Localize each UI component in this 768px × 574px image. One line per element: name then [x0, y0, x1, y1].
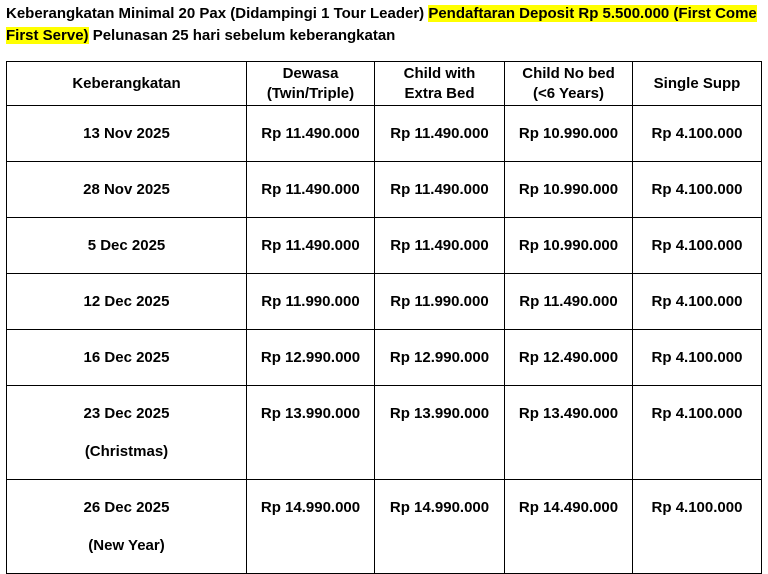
- header-line: (Twin/Triple): [266, 84, 355, 102]
- child-extra-bed-price: Rp 14.990.000: [375, 480, 505, 574]
- adult-price: Rp 13.990.000: [247, 386, 375, 480]
- price-table-body: [7, 106, 762, 574]
- header-line: Single Supp: [653, 74, 741, 92]
- departure-date: 5 Dec 2025: [87, 237, 166, 254]
- adult-price: Rp 12.990.000: [247, 330, 375, 386]
- table-row: [7, 386, 762, 480]
- departure-date-cell: [7, 218, 247, 274]
- child-no-bed-price: Rp 10.990.000: [505, 106, 633, 162]
- departure-note: (New Year): [88, 537, 165, 554]
- child-extra-bed-price: Rp 11.990.000: [375, 274, 505, 330]
- intro-paragraph: [6, 3, 762, 47]
- single-supp-price: Rp 4.100.000: [633, 274, 762, 330]
- deposit-highlight: Pendaftaran Deposit Rp 5.500.000 (First Come First Serve): [6, 5, 757, 44]
- departure-date-cell: [7, 386, 247, 480]
- departure-date: 23 Dec 2025: [83, 405, 170, 422]
- child-extra-bed-price: Rp 13.990.000: [375, 386, 505, 480]
- adult-price: Rp 11.490.000: [247, 218, 375, 274]
- single-supp-price: Rp 4.100.000: [633, 218, 762, 274]
- child-no-bed-price: Rp 10.990.000: [505, 162, 633, 218]
- departure-date: 12 Dec 2025: [83, 293, 170, 310]
- intro-text-start: Keberangkatan Minimal 20 Pax (Didampingi 1 Tour Leader): [6, 5, 429, 22]
- departure-date-cell: [7, 162, 247, 218]
- header-line: Child with: [403, 64, 476, 82]
- single-supp-price: Rp 4.100.000: [633, 162, 762, 218]
- adult-price: Rp 14.990.000: [247, 480, 375, 574]
- single-supp-price: Rp 4.100.000: [633, 106, 762, 162]
- child-no-bed-price: Rp 10.990.000: [505, 218, 633, 274]
- single-supp-price: Rp 4.100.000: [633, 480, 762, 574]
- adult-price: Rp 11.490.000: [247, 106, 375, 162]
- child-no-bed-price: Rp 13.490.000: [505, 386, 633, 480]
- price-table: [6, 61, 762, 574]
- single-supp-price: Rp 4.100.000: [633, 386, 762, 480]
- table-row: [7, 480, 762, 574]
- departure-date-cell: [7, 480, 247, 574]
- header-child-extra-bed: [375, 62, 505, 106]
- header-line: Keberangkatan: [72, 74, 181, 92]
- departure-date-cell: [7, 330, 247, 386]
- child-extra-bed-price: Rp 11.490.000: [375, 106, 505, 162]
- header-single-supp: [633, 62, 762, 106]
- header-adult: [247, 62, 375, 106]
- departure-date: 28 Nov 2025: [83, 181, 170, 198]
- departure-date: 16 Dec 2025: [83, 349, 170, 366]
- adult-price: Rp 11.990.000: [247, 274, 375, 330]
- child-no-bed-price: Rp 14.490.000: [505, 480, 633, 574]
- departure-note: (Christmas): [84, 443, 169, 460]
- departure-date: 13 Nov 2025: [83, 125, 170, 142]
- intro-text-end: Pelunasan 25 hari sebelum keberangkatan: [88, 27, 396, 44]
- header-child-no-bed: [505, 62, 633, 106]
- child-extra-bed-price: Rp 11.490.000: [375, 162, 505, 218]
- departure-date: 26 Dec 2025: [83, 499, 170, 516]
- table-row: [7, 330, 762, 386]
- child-no-bed-price: Rp 11.490.000: [505, 274, 633, 330]
- table-row: [7, 274, 762, 330]
- header-line: Child No bed: [522, 64, 615, 82]
- single-supp-price: Rp 4.100.000: [633, 330, 762, 386]
- departure-date-cell: [7, 274, 247, 330]
- table-row: [7, 106, 762, 162]
- header-row: [7, 62, 762, 106]
- departure-date-cell: [7, 106, 247, 162]
- header-line: Extra Bed: [404, 84, 475, 102]
- header-line: Dewasa: [282, 64, 339, 82]
- table-row: [7, 218, 762, 274]
- header-line: (<6 Years): [532, 84, 605, 102]
- child-extra-bed-price: Rp 11.490.000: [375, 218, 505, 274]
- header-departure: [7, 62, 247, 106]
- table-row: [7, 162, 762, 218]
- child-no-bed-price: Rp 12.490.000: [505, 330, 633, 386]
- price-table-header: [7, 62, 762, 106]
- adult-price: Rp 11.490.000: [247, 162, 375, 218]
- child-extra-bed-price: Rp 12.990.000: [375, 330, 505, 386]
